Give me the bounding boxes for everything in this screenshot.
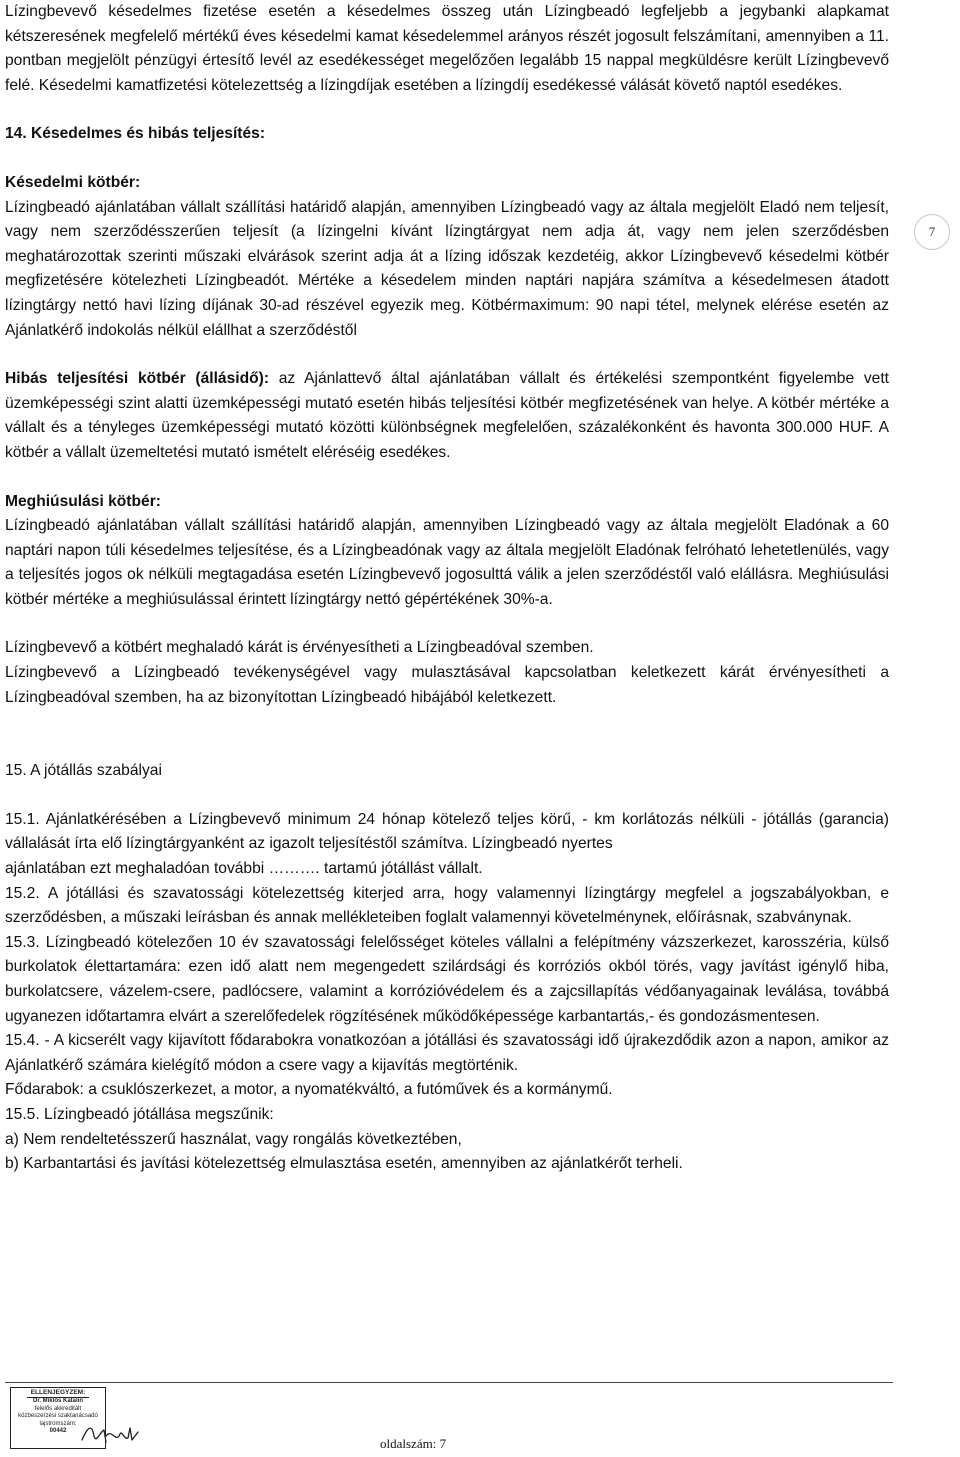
stamp-line-1: felelős akkreditált (34, 1405, 82, 1412)
failure-penalty-text: Lízingbeadó ajánlatában vállalt szállítási határidő alapján, amennyiben Lízingbeadó vagy az általa megjelölt Eladónak a 60 naptári napon túli késedelmes teljesítése, és a Lízingbeadónak vagy az általa megjelölt Eladónak felróható lehetetlenülés, vagy a teljesítés jogos ok nélküli megtagadása esetén Lízingbevevő jogosulttá válik a jelen szerződéstől való elállásra. Meghiúsulási kötbér mértéke a meghiúsulással érintett lízingtárgy nettó gépértékének 30%-a. (5, 517, 889, 608)
defect-penalty-paragraph (5, 367, 889, 465)
warranty-15-3: 15.3. Lízingbeadó kötelezően 10 év szavatossági felelősséget köteles vállalni a felépítmény vázszerkezet, karosszéria, külső burkolatok élettartamára: ezen idő alatt nem megengedett szilárdsági és korróziós okból törés, vagy javítást igénylő hiba, burkolatcsere, vázelem-csere, padlócsere, valamint a korrózióvédelem és a zajcsillapítás védőanyagainak leválása, továbbá ugyanezen időtartamra elvárt a szerelőfedelek rögzítésének működőképessége karbantartás,- és gondozásmentesen. (5, 933, 889, 1025)
document-body (5, 0, 889, 1177)
warranty-15-2: 15.2. A jótállási és szavatossági kötelezettség kiterjed arra, hogy valamennyi lízingtárgy megfelel a jogszabályokban, e szerződésben, a műszaki leírásban és annak mellékleteiben foglalt valamennyi követelménynek, előírásnak, szabványnak. (5, 884, 889, 927)
failure-penalty-title: Meghiúsulási kötbér: (5, 492, 161, 510)
intro-paragraph: Lízingbevevő késedelmes fizetése esetén a késedelmes összeg után Lízingbeadó legfeljebb a jegybanki alapkamat kétszeresének megfelelő mértékű éves késedelmi kamat késedelemmel arányos részét jogosult felszámítani, amennyiben a 11. pontban megjelölt pénzügyi értesítő levél az esedékességet megelőzően legalább 15 nappal megküldésre került Lízingbevevő felé. Késedelmi kamatfizetési kötelezettség a lízingdíjak esetében a lízingdíj esedékessé válását követő naptól esedékes. (5, 3, 889, 94)
damage-line-2: Lízingbevevő a Lízingbeadó tevékenységével vagy mulasztásával kapcsolatban keletkezett kárát érvényesítheti a Lízingbeadóval szemben, ha az bizonyítottan Lízingbeadó hibájából keletkezett. (5, 664, 889, 706)
section-14-heading: 14. Késedelmes és hibás teljesítés: (5, 125, 266, 143)
footer-divider (5, 1382, 893, 1383)
late-penalty-title: Késedelmi kötbér: (5, 173, 141, 191)
damage-line-1: Lízingbevevő a kötbért meghaladó kárát is érvényesítheti a Lízingbeadóval szemben. (5, 639, 594, 657)
defect-penalty-title: Hibás teljesítési kötbér (állásidő): (5, 370, 270, 388)
section-15-heading: 15. A jótállás szabályai (5, 762, 162, 780)
margin-page-badge: 7 (914, 214, 950, 250)
stamp-heading: ELLENJEGYZEM: (27, 1389, 90, 1398)
stamp-number: 00442 (49, 1428, 67, 1435)
late-penalty-text: Lízingbeadó ajánlatában vállalt szállítási határidő alapján, amennyiben Lízingbeadó vagy az általa megjelölt Eladó nem teljesít, vagy nem szerződésszerűen teljesít (a lízingelni kívánt lízingtárgyat nem adja át, vagy nem jelen szerződésben meghatározottak szerinti műszaki elvárások szerint adja át a lízing időszak kezdetéig, akkor Lízingbevevő késedelmi kötbér megfizetésére kötelezheti Lízingbeadót. Mértéke a késedelem minden naptári napjára számítva a késedelmesen átadott lízingtárgy nettó havi lízing díjának 30-ad részével egyezik meg. Kötbérmaximum: 90 napi tétel, melynek elérése esetén az Ajánlatkérő indokolás nélkül elállhat a szerződéstől (5, 198, 889, 339)
warranty-15-5-a: a) Nem rendeltetésszerű használat, vagy rongálás következtében, (5, 1130, 462, 1148)
warranty-15-5-heading: 15.5. Lízingbeadó jótállása megszűnik: (5, 1105, 274, 1123)
stamp-line-2: közbeszerzési szaktanácsadó (18, 1413, 98, 1420)
warranty-main-parts: Fődarabok: a csuklószerkezet, a motor, a nyomatékváltó, a futóművek és a kormánymű. (5, 1081, 613, 1099)
warranty-15-5-b: b) Karbantartási és javítási kötelezettség elmulasztása esetén, amennyiben az ajánlatkérőt terheli. (5, 1155, 683, 1173)
stamp-line-3: lajstromszám: (39, 1420, 77, 1427)
signature-icon (78, 1418, 142, 1448)
defect-penalty-text: az Ajánlattevő által ajánlatában vállalt és értékelési szempontként figyelembe vett üzemképességi szint alatti üzemképességi mutató esetén hibás teljesítési kötbér megfizetésének van helye. A kötbér mértéke a vállalt és a tényleges üzemképességi mutató közötti különbségnek megfelelően, százalékonként és havonta 300.000 HUF. A kötbér a vállalt üzemeltetési mutató ismételt eléréséig esedékes. (5, 370, 889, 461)
page-number: oldalszám: 7 (380, 1436, 447, 1451)
warranty-15-4: 15.4. - A kicserélt vagy kijavított fődarabokra vonatkozóan a jótállási és szavatossági idő újrakezdődik azon a napon, amikor az Ajánlatkérő számára kielégítő módon a csere vagy a kijavítás megtörténik. (5, 1032, 889, 1074)
warranty-15-1-line-1: 15.1. Ajánlatkérésében a Lízingbevevő minimum 24 hónap kötelező teljes körű, - km korlátozás nélküli - jótállás (garancia) vállalását írta elő lízingtárgyanként az igazolt teljesítéstől számítva. Lízingbeadó nyertes (5, 810, 889, 853)
stamp-name: Dr. Miklós Katalin (32, 1398, 83, 1404)
warranty-15-1-line-2: ajánlatában ezt meghaladóan további ………. tartamú jótállást vállalt. (5, 860, 483, 878)
